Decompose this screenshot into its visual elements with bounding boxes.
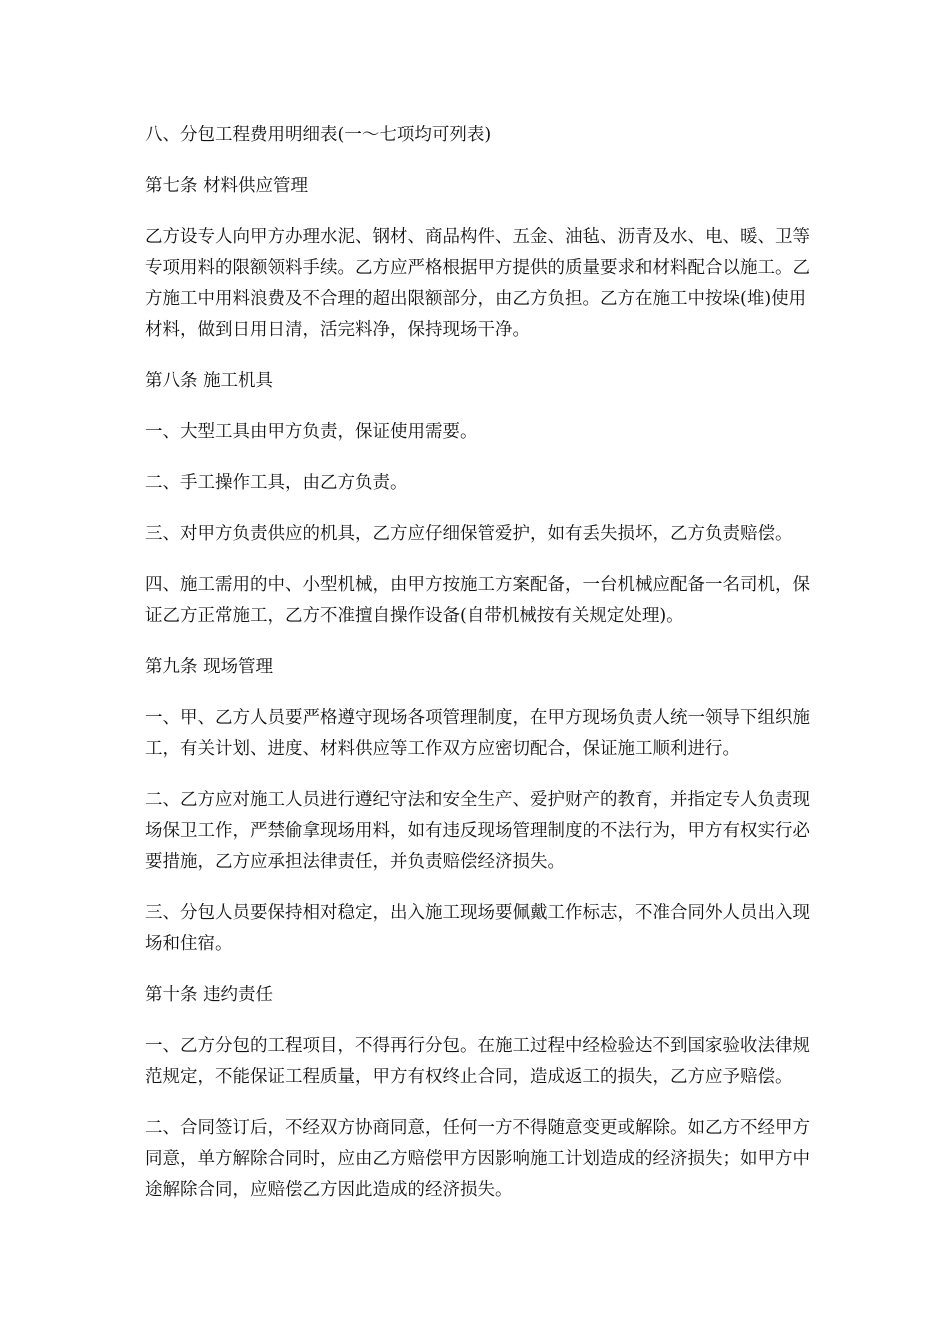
article-9-item-3: 三、分包人员要保持相对稳定，出入施工现场要佩戴工作标志，不准合同外人员出入现场和住宿。 (145, 903, 810, 954)
article-8-item-2: 二、手工操作工具，由乙方负责。 (145, 473, 408, 493)
article-8-item-1: 一、大型工具由甲方负责，保证使用需要。 (145, 422, 478, 442)
article-10-item-2: 二、合同签订后，不经双方协商同意，任何一方不得随意变更或解除。如乙方不经甲方同意，单方解除合同时，应由乙方赔偿甲方因影响施工计划造成的经济损失；如甲方中途解除合同，应赔偿乙方因此造成的经济损失。 (145, 1118, 810, 1200)
article-8-item-3: 三、对甲方负责供应的机具，乙方应仔细保管爱护，如有丢失损坏，乙方负责赔偿。 (145, 524, 793, 544)
article-9-title: 第九条 现场管理 (145, 657, 274, 677)
article-7-body: 乙方设专人向甲方办理水泥、钢材、商品构件、五金、油毡、沥青及水、电、暖、卫等专项用料的限额领料手续。乙方应严格根据甲方提供的质量要求和材料配合以施工。乙方施工中用料浪费及不合理的超出限额部分，由乙方负担。乙方在施工中按垛(堆)使用材料，做到日用日清，活完料净，保持现场干净。 (145, 227, 810, 340)
document-body (145, 120, 817, 1226)
article-8-title: 第八条 施工机具 (145, 371, 274, 391)
article-10-item-1: 一、乙方分包的工程项目，不得再行分包。在施工过程中经检验达不到国家验收法律规范规定，不能保证工程质量，甲方有权终止合同，造成返工的损失，乙方应予赔偿。 (145, 1036, 810, 1087)
article-9-item-2: 二、乙方应对施工人员进行遵纪守法和安全生产、爱护财产的教育，并指定专人负责现场保卫工作，严禁偷拿现场用料，如有违反现场管理制度的不法行为，甲方有权实行必要措施，乙方应承担法律责任，并负责赔偿经济损失。 (145, 790, 810, 872)
section-8-fee-detail-heading: 八、分包工程费用明细表(一～七项均可列表) (145, 125, 492, 145)
article-9-item-1: 一、甲、乙方人员要严格遵守现场各项管理制度，在甲方现场负责人统一领导下组织施工，有关计划、进度、材料供应等工作双方应密切配合，保证施工顺利进行。 (145, 708, 810, 759)
article-7-title: 第七条 材料供应管理 (145, 176, 309, 196)
article-10-title: 第十条 违约责任 (145, 985, 274, 1005)
article-8-item-4: 四、施工需用的中、小型机械，由甲方按施工方案配备，一台机械应配备一名司机，保证乙方正常施工，乙方不准擅自操作设备(自带机械按有关规定处理)。 (145, 575, 810, 626)
